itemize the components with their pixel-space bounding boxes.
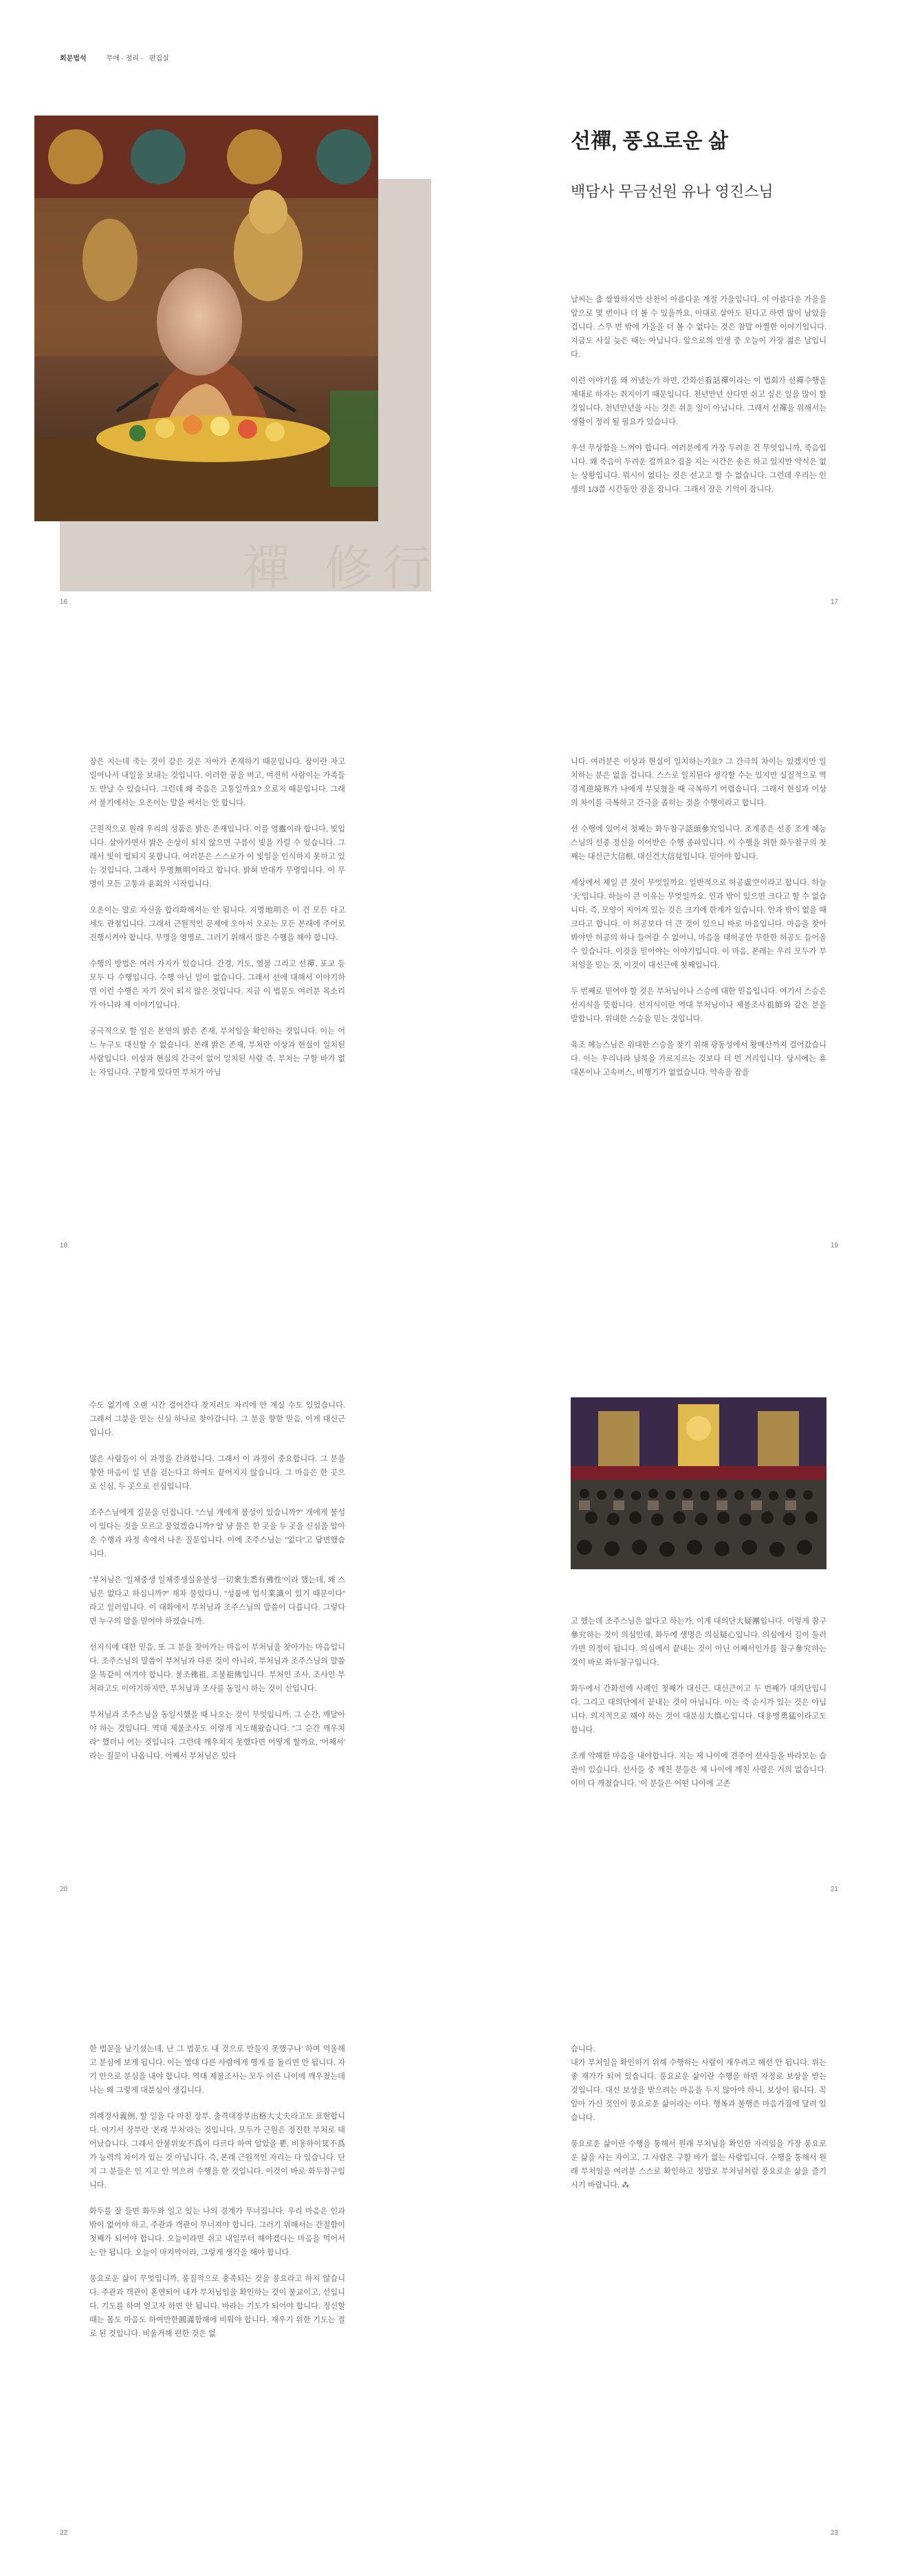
paragraph: 고 했는데 조주스님은 없다고 하는가, 이게 대의단大疑團입니다. 이렇게 참구參究하는 것이 의심인데, 화두에 생명은 의심疑心입니다. 의심에서 길이 둘러가면 의정이 됩니다. 의심에서 끝내는 것이 아닌 어째서인가를 참구參究하는 것이 바로 화두참구입니다. <box>571 1617 826 1667</box>
page-number-16: 16 <box>60 598 68 606</box>
page-header <box>60 52 187 63</box>
page-number-18: 18 <box>60 1242 68 1249</box>
body-column-p22 <box>89 2042 345 2353</box>
paragraph: 날씨는 춥 쌀쌀하지만 산천이 아름다운 계절 가을입니다. 이 아름다운 가을을 앞으로 몇 번이나 더 볼 수 있을까요, 이대로 살아도 된다고 하면 많이 남았을 겁니다. 스무 번 밖에 가을을 더 볼 수 없다는 것은 참말 아찔한 이야기입니다. 지금도 사실 늦은 때는 아닙니다. 앞으로의 인생 중 오늘이 가장 젊은 날입니다. <box>571 296 826 359</box>
body-column-p19 <box>571 755 826 1092</box>
paragraph: 조주스님에게 질문을 던집니다. "스님 개에게 불성이 있습니까?" 개에게 불성이 있다는 것을 모르고 물었겠습니까? 알 냥 물은 한 곳을 두 곳을 신심을 알아 온 수행과 과정 속에서 나온 질문입니다. 이에 조주스님는 "없다"고 답변했습니다. <box>89 1509 345 1558</box>
photo-illustration <box>34 116 378 521</box>
paragraph: 풍요로운 삶이 무엇입니까, 풍질적으로 충족되는 것을 풍요라고 하지 않습니다. 주관과 객관이 혼연되어 내가 부처님임을 확인하는 것이 불교이고, 선입니다. 기도를 하며 얻고자 하면 안 됩니다. 바라는 기도가 되어야 합니다. 정신할 때는 몸도 마음도 하여만한圓滿함해에 비워야 합니다. 재우기 위한 기도는 절로 된 것입니다. 비울거해 편한 것은 없 <box>89 2275 345 2338</box>
body-column-p21 <box>571 1615 826 1803</box>
monk-portrait-photo <box>34 116 378 521</box>
paragraph: 부처님과 조주스님을 동일시했을 때 나오는 것이 무엇입니까, 그 순간, 깨달아야 하는 것입니다. 역대 제불조사도 이렇게 지도해왔습니다. "그 순간 깨우치라" 했더니 어는 것입니다. 그런데 깨우치지 못했다면 어떻게 할까요, '어째서' 라는 질문이 나옵니다. 어째서 부처님은 있다 <box>89 1711 345 1760</box>
article-title: 선禪, 풍요로운 삶 <box>571 130 728 153</box>
paragraph: 수도 없기에 오랜 시간 걸어간다 찾지러도 자리에 안 계실 수도 있었습니다. 그래서 그분을 믿는 신심 하나로 찾아갑니다. 그 분을 향한 믿음, 이게 대신근입니다. <box>89 1401 345 1437</box>
dharma-hall-crowd-photo <box>571 1397 826 1569</box>
header-breadcrumb: 무애 · 정리 · <box>106 55 144 63</box>
page-number-22: 22 <box>60 2529 68 2537</box>
paragraph: "부처님은 '일체중생 일체중생실유불성一切衆生悉有佛性'이라 했는데, 왜 스님은 없다고 하십니까?" 재차 물었다니, "성품에 업식業識이 있기 때문이다" 라고 일러입니다. 이 대화에서 부처님과 조주스님의 말씀이 다릅니다. 그렇다면 누구의 말을 믿어야 하겠습니까. <box>89 1576 345 1626</box>
paragraph: 풍요로운 삶이란 수행을 통해서 원래 부처님을 확인한 자리임을 가장 풍요로운 삶을 사는 자이고, 그 사람은 구할 바가 없는 사람입니다. 수행을 통해서 원래 부처임을 여러분 스스로 확인하고 정말로 부처님처럼 풍요로운 삶을 즐기시기 바랍니다. ⁂ <box>571 2140 826 2190</box>
spread-18-19 <box>0 644 898 1287</box>
paragraph: 이런 이야기를 왜 꺼냈는가 하면, 간화선看話禪이라는 이 법회가 선禪수행을 제대로 하자는 취지이기 때문입니다. 천년만년 산다면 쉬고 싶은 일을 많이 할 것입니다. 천년만년을 사는 것은 쉬운 일이 아닙니다. 그래서 선禪을 위해서는 생활이 정리 될 필요가 있습니다. <box>571 377 826 426</box>
page-number-19: 19 <box>830 1242 838 1249</box>
paragraph: 근원적으로 원래 우리의 성품은 밝은 존재입니다. 이를 영靈이라 합니다, 빛입니다. 살아가면서 밝은 손상이 되지 않으면 구름이 빛을 가릴 수 있습니다. 그래서 빛이 떨되지 못합니다. 여러분은 스스로가 이 빛임을 인식하지 못하고 있는 것입니다. 그래서 무명無明이라고 합니다. 밝혀 반대가 무명입니다. 이 무명이 모든 고통과 윤회의 시작입니다. <box>89 825 345 888</box>
body-column-p17 <box>571 293 826 509</box>
spread-20-21 <box>0 1287 898 1931</box>
page-number-21: 21 <box>830 1886 838 1893</box>
paragraph: 육조 혜능스님은 위대한 스승을 찾기 위해 광동성에서 황매산까지 걸어갔습니다. 이는 우리나라 남북을 가로지르는 것보다 더 먼 거리입니다. 당시에는 휴대폰이나 고속버스, 비행기가 없었습니다. 약속을 잡을 <box>571 1041 826 1077</box>
paragraph: 조계 약해한 마음을 내야합니다. 지는 제 나이에 견주어 선사들을 바라보는 습관이 있습니다. 선사들 중 깨친 분들은 제 나이에 깨친 사람은 거의 없습니다. 이미 다 깨쳤습니다. '이 분들은 어떤 나이에 고존 <box>571 1752 826 1788</box>
paragraph: 두 번째로 믿어야 할 것은 부처님이나 스승에 대한 믿음입니다. 여기서 스승은 선지식을 뜻합니다. 선지식이란 역대 부처님이나 제불조사祖師와 같은 분을 말합니다. 위대한 스승을 믿는 것입니다. <box>571 987 826 1023</box>
spread-22-23 <box>0 1931 898 2575</box>
paragraph: 선지식에 대한 믿음, 또 그 분을 찾아가는 마음이 부처님을 찾아가는 마음입니다. 조주스님의 말씀이 부처님과 다른 것이 아니라, 부처님과 조주스님의 말씀을 똑같이 여겨야 합니다. 불조佛祖, 조불祖佛입니다. 부처인 조사, 조사인 부처라고도 이야기하지만, 부처님과 조사를 동일시 하는 것이 신입니다. <box>89 1644 345 1693</box>
page-number-23: 23 <box>830 2529 838 2537</box>
page-number-17: 17 <box>830 598 838 606</box>
paragraph: 의례정사義例, 할 일을 다 마친 장부, 출격대장부出格大丈夫라고도 표현합니다. 여기서 장부란 '본래 부처'라는 것입니다. 모두가 근원은 정진한 부처로 태어났습니다. 그래서 안불위安不爲이 다르다 하여 알았을 뿐, 비용하이冥不爲가 능력의 차이가 있는 것 아닙니다. 즉, 본래 근원적인 자리는 다 있습니다. 단지 그 분들은 인 지고 안 먹으려 수행을 한 것입니다. 이것이 바로 화두참구입니다. <box>89 2113 345 2190</box>
paragraph: 니다. 여러분은 이상과 현실이 일치하는가요? 그 간극의 차이는 있겠지만 일치하는 분은 없을 겁니다. 스스로 일치된다 생각할 수는 있지만 실질적으로 역경계逆境界가 나에게 부딪혔을 때 극복하기 어렵습니다. 그래서 현실과 이상의 차이를 극복하고 간극을 좁히는 것을 수행이라고 합니다. <box>571 758 826 807</box>
paragraph: 우선 무상함을 느껴야 합니다. 여러분에게 가장 두려운 건 무엇입니까, 죽음입니다. 왜 죽음이 두려운 걸까요? 집을 지는 시간은 송은 하고 있지만 약식은 없는 상황입니다. 뭐시이 없다는 것은 선고고 할 수 없습니다. 그런데 우리는 인생의 1/3쯤 시간동안 잠을 잡니다. 그래서 잠은 기억이 잠니다. <box>571 444 826 494</box>
paragraph: 습니다. <box>571 2045 595 2053</box>
page-number-20: 20 <box>60 1886 68 1893</box>
body-column-p23 <box>571 2042 826 2205</box>
paragraph: 궁극적으로 할 일은 본연의 밝은 존재, 부처임을 확인하는 것입니다. 이는 어느 누구도 대신할 수 없습니다. 본래 밝은 존재, 부처란 이상과 현실이 일치된 사람입니다. 이상과 현실의 간극이 없어 일치된 사람 즉, 부처는 구할 바가 없는 자입니다. 구할게 있다면 부처가 아닙 <box>89 1027 345 1077</box>
paragraph: 화두를 잘 들면 화두와 일고 있는 나의 경계가 무너집니다. 우리 마음은 인과 밖이 없어야 하고, 주관과 객관이 무너져야 합니다. 그러기 위해서는 간절함이 첫째가 되어야 합니다. 오늘이라면 쉬고 내일부터 해야겠다는 마음을 먹어서는 안 됩니다. 오늘이 마지막이라, 그렇게 생각을 해야 합니다. <box>89 2207 345 2257</box>
article-subtitle: 백담사 무금선원 유나 영진스님 <box>571 183 774 200</box>
body-column-p20 <box>89 1399 345 1776</box>
header-current: 편집실 <box>149 55 169 63</box>
spread-16-17 <box>0 0 898 644</box>
header-section: 회문법석 <box>60 55 87 63</box>
paragraph: 한 법문을 남기셨는데, 난 그 법문도 내 것으로 만들지 못했구나' 하며 억울해고 분심에 보게 됩니다. 이는 열대 다른 사람에게 행게 를 돌리면 안 됩니다. 자기 안으로 분심을 내야 합니다. 역대 제불조사는 모두 이른 나이에 깨우쳤는데 나는 왜 그렇게 대분심이 생깁니다. <box>89 2045 345 2095</box>
paragraph: 수행의 방법은 여러 가지가 있습니다. 간경, 기도, 염불 그리고 선禪, 포교 등 모두 다 수행입니다. 수행 아닌 일이 없습니다. 그래서 선에 대해서 이야기하면 이런 수행은 자기 것이 되지 않은 것입니다. 지금 이 법문도 여러분 목소리가 아니라 제 이야기입니다. <box>89 960 345 1009</box>
paragraph: 선 수행에 있어서 첫째는 화두참구話頭參究입니다. 조계종은 선종 조계 혜능스님의 선종 정신을 이어받은 수행 종파입니다. 이 수행을 위한 화두참구의 첫째는 대신근大信根, 대신견大信見입니다. 믿어야 합니다. <box>571 825 826 861</box>
paragraph: 내가 부처임을 확인하기 위해 수행하는 사람이 재우려고 해선 안 됩니다. 위는 좋 재가가 되어 있습니다. 풍요로운 삶이란 수행을 하면 자정로 보상을 받는 것입니다. 대신 보상을 받으려는 마음을 두지 않아야 하니, 보상이 됩니다. 꼭 알아 가신 것인이 풍요로운 삶이라는 이다. 행복과 불행은 마음가짐에 달려 있습니다. <box>571 2059 826 2122</box>
crowd-illustration <box>571 1397 826 1569</box>
paragraph: 화두에서 간화선에 사례인 첫째가 대신근, 대신근이고 두 번째가 대의단입니다. 그리고 대의단에서 끝내는 것이 아닙니다. 이는 죽 순시가 있는 것은 아닙니다. 의지적으로 해야 하는 것이 대분심大憤心입니다. 대용맹勇猛이라고도 합니다. <box>571 1685 826 1734</box>
article-watermark: 禪 修行 <box>242 540 441 596</box>
paragraph: 잠은 지는데 죽는 것이 같은 것은 자아가 존재하기 때문입니다. 잠이란 자고 일어나서 내일을 보내는 것입니다. 이러한 꿈을 버고, 여전히 사람이는 가족들도 만날 수 있습니다. 그런데 왜 죽음은 고통일까요? 오로지 때문입니다. 그래서 불기에서는 오온이는 말을 써서는 안 합니다. <box>89 758 345 807</box>
paragraph: 세상에서 제일 큰 것이 무엇일까요. 일반적으로 허공虛空이라고 합니다. 하늘 '天'입니다. 하늘이 큰 이유는 무엇일까요. 인과 밖이 있으면 크다고 할 수 없습니다. 즉, 모양이 지어져 있는 것은 크기에 한계가 있습니다. 안과 밖이 없을 때 크다고 합니다. 이 허공보다 더 큰 것이 있으니 바로 마음입니다. 마음을 찾아봐야만 허공의 하나 들어갈 수 없어니, 마음을 태허공만 무한한 허공도 들어올 수 있습니다. 이것을 믿어야는 이야기입니다. 이 마음, 본래는 우리 모두가 부처임을 믿는 것, 이것이 대신근에 첫째입니다. <box>571 879 826 970</box>
paragraph: 많은 사람들이 이 과정을 간과합니다. 그래서 이 과정이 중요합니다. 그 분을 향한 마음이 일 년을 걷는다고 하여도 끝어지지 않습니다. 그 마음은 한 곳으로 신심, 두 곳으로 신심입니다. <box>89 1455 345 1491</box>
paragraph: 오온이는 말로 자신을 합리화해서는 안 됩니다. 지명地明은 이 건 모든 다고 세도 관점입니다. 그래서 근원적인 문제에 오아서 오로는 모든 본래에 주어로 진행시켜야 합니다. 무명을 영명로, 그러기 위해서 많은 수행을 해야 합니다. <box>89 906 345 942</box>
body-column-p18 <box>89 755 345 1092</box>
